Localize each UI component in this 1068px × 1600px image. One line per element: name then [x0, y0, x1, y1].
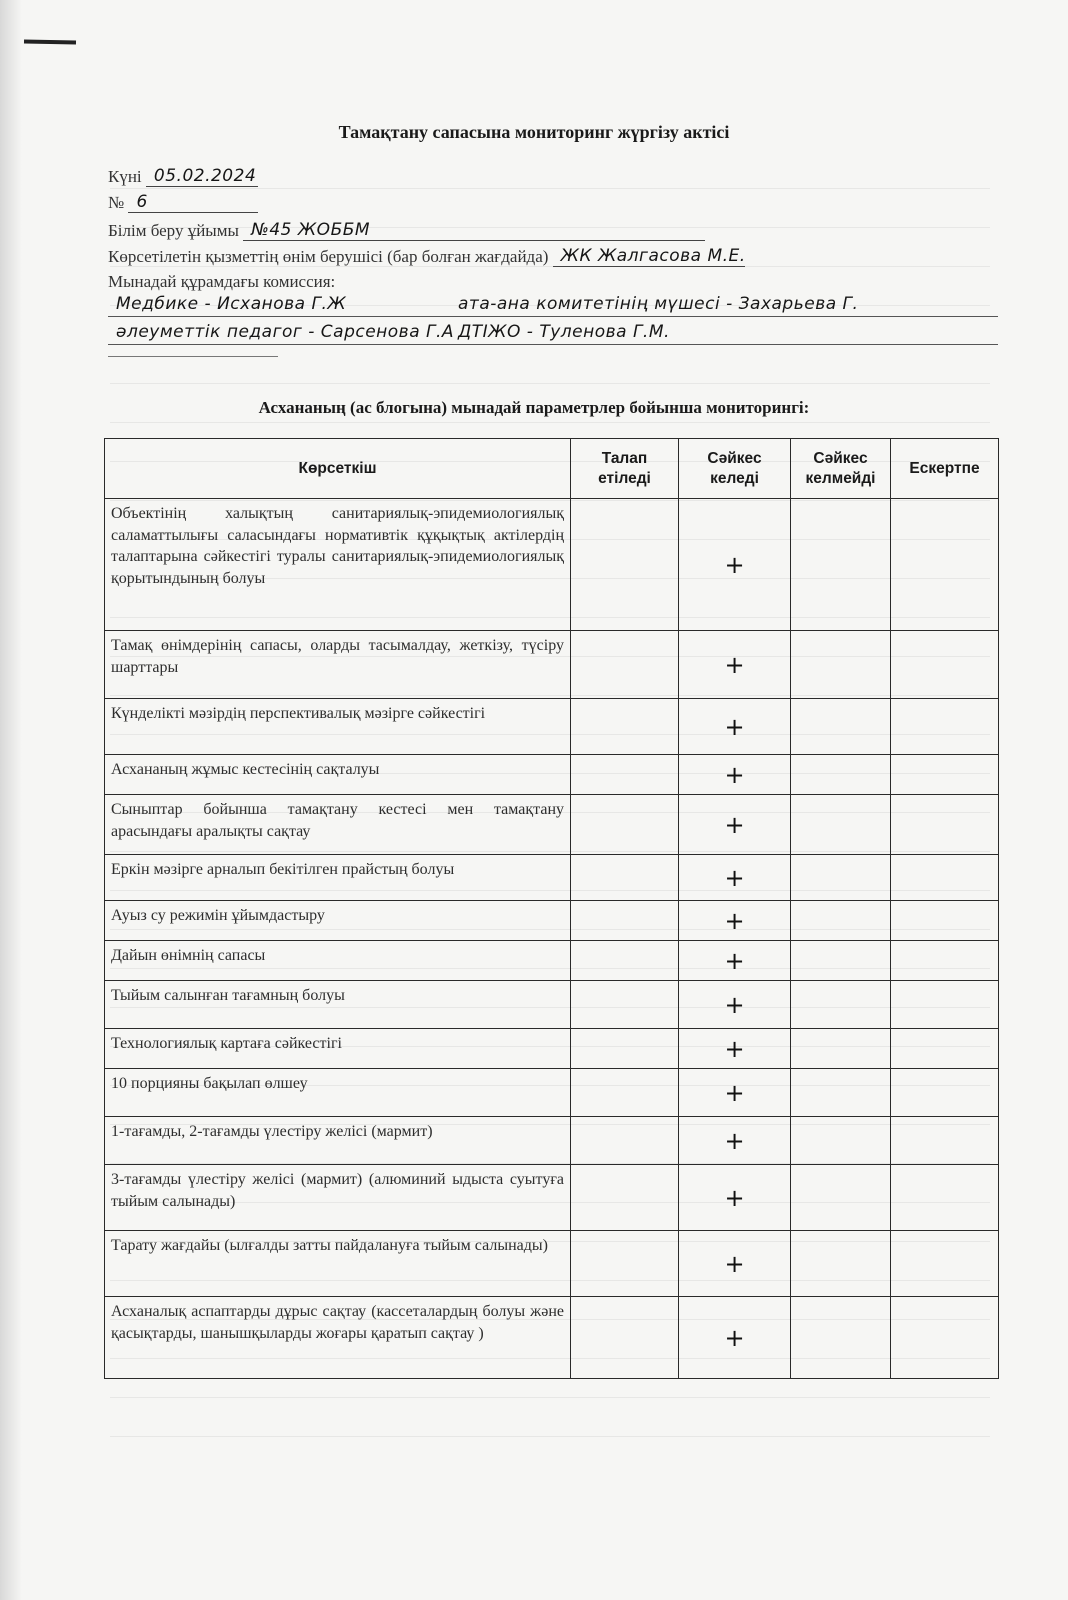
compliant-cell: +	[679, 755, 791, 795]
compliant-cell: +	[679, 901, 791, 941]
indicator-cell: 10 порцияны бақылап өлшеу	[105, 1069, 571, 1117]
table-row	[105, 795, 999, 855]
compliant-cell: +	[679, 1029, 791, 1069]
table-row	[105, 901, 999, 941]
table-body	[105, 499, 999, 1379]
table-row	[105, 1117, 999, 1165]
indicator-cell: Сыныптар бойынша тамақтану кестесі мен тамақтану арасындағы аралықты сақтау	[105, 795, 571, 855]
required-cell	[571, 901, 679, 941]
commission-line-1	[108, 290, 998, 317]
required-cell	[571, 755, 679, 795]
required-cell	[571, 1069, 679, 1117]
note-cell	[891, 901, 999, 941]
organization-label: Білім беру ұйымы	[108, 221, 239, 240]
commission-member-parent: ата-ана комитетінің мүшесі - Захарьева Г.	[458, 294, 859, 314]
table-row	[105, 755, 999, 795]
table-row	[105, 499, 999, 631]
required-cell	[571, 1297, 679, 1379]
number-field	[108, 192, 258, 213]
indicator-cell: Күнделікті мәзірдің перспективалық мәзірге сәйкестігі	[105, 699, 571, 755]
noncompliant-cell	[791, 1069, 891, 1117]
indicator-cell: Тарату жағдайы (ылғалды затты пайдалануға тыйым салынады)	[105, 1231, 571, 1297]
number-label: №	[108, 193, 125, 212]
compliant-cell: +	[679, 941, 791, 981]
compliant-cell: +	[679, 855, 791, 901]
note-cell	[891, 1117, 999, 1165]
commission-line-3	[108, 356, 278, 357]
header-noncompliant: Сәйкес келмейді	[791, 439, 891, 499]
note-cell	[891, 1231, 999, 1297]
date-label: Күні	[108, 167, 142, 186]
table-header-row	[105, 439, 999, 499]
table-row	[105, 1069, 999, 1117]
note-cell	[891, 1029, 999, 1069]
provider-value: ЖК Жалгасова М.Е.	[553, 246, 745, 267]
note-cell	[891, 499, 999, 631]
noncompliant-cell	[791, 1117, 891, 1165]
note-cell	[891, 981, 999, 1029]
noncompliant-cell	[791, 1297, 891, 1379]
table-row	[105, 1297, 999, 1379]
indicator-cell: Асхананың жұмыс кестесінің сақталуы	[105, 755, 571, 795]
monitoring-table	[104, 438, 999, 1379]
number-value: 6	[128, 192, 258, 213]
required-cell	[571, 1231, 679, 1297]
commission-member-social: әлеуметтік педагог - Сарсенова Г.А	[116, 322, 455, 342]
note-cell	[891, 1069, 999, 1117]
compliant-cell: +	[679, 499, 791, 631]
required-cell	[571, 631, 679, 699]
table-row	[105, 699, 999, 755]
indicator-cell: Еркін мәзірге арналып бекітілген прайстың болуы	[105, 855, 571, 901]
compliant-cell: +	[679, 981, 791, 1029]
required-cell	[571, 499, 679, 631]
required-cell	[571, 1029, 679, 1069]
compliant-cell: +	[679, 1231, 791, 1297]
noncompliant-cell	[791, 755, 891, 795]
table-row	[105, 1029, 999, 1069]
note-cell	[891, 755, 999, 795]
table-row	[105, 1231, 999, 1297]
note-cell	[891, 699, 999, 755]
compliant-cell: +	[679, 699, 791, 755]
compliant-cell: +	[679, 1117, 791, 1165]
provider-field	[108, 246, 745, 267]
noncompliant-cell	[791, 499, 891, 631]
compliant-cell: +	[679, 631, 791, 699]
compliant-cell: +	[679, 1297, 791, 1379]
note-cell	[891, 941, 999, 981]
noncompliant-cell	[791, 981, 891, 1029]
table-row	[105, 1165, 999, 1231]
section-title: Асхананың (ас блогына) мынадай параметрлер бойынша мониторингі:	[258, 398, 810, 417]
note-cell	[891, 795, 999, 855]
noncompliant-cell	[791, 1165, 891, 1231]
noncompliant-cell	[791, 631, 891, 699]
commission-member-deputy: ДТІЖО - Туленова Г.М.	[458, 322, 670, 342]
required-cell	[571, 1165, 679, 1231]
note-cell	[891, 1297, 999, 1379]
compliant-cell: +	[679, 1165, 791, 1231]
noncompliant-cell	[791, 901, 891, 941]
header-compliant: Сәйкес келеді	[679, 439, 791, 499]
required-cell	[571, 855, 679, 901]
note-cell	[891, 855, 999, 901]
indicator-cell: Объектінің халықтың санитариялық-эпидемиологиялық саламаттылығы саласындағы нормативтік құқықтық актілердің талаптарына сәйкестігі туралы санитариялық-эпидемиологиялық қорытындының болуы	[105, 499, 571, 631]
header-indicator: Көрсеткіш	[105, 439, 571, 499]
header-note: Ескертпе	[891, 439, 999, 499]
indicator-cell: Ауыз су режимін ұйымдастыру	[105, 901, 571, 941]
date-value: 05.02.2024	[146, 166, 258, 187]
compliant-cell: +	[679, 795, 791, 855]
noncompliant-cell	[791, 855, 891, 901]
corner-mark	[24, 40, 76, 45]
indicator-cell: Тамақ өнімдерінің сапасы, оларды тасымалдау, жеткізу, түсіру шарттары	[105, 631, 571, 699]
commission-line-2	[108, 318, 998, 345]
required-cell	[571, 1117, 679, 1165]
provider-label: Көрсетілетін қызметтің өнім берушісі (бар болған жағдайда)	[108, 247, 549, 266]
noncompliant-cell	[791, 795, 891, 855]
noncompliant-cell	[791, 699, 891, 755]
indicator-cell: Тыйым салынған тағамның болуы	[105, 981, 571, 1029]
indicator-cell: Технологиялық картаға сәйкестігі	[105, 1029, 571, 1069]
indicator-cell: 1-тағамды, 2-тағамды үлестіру желісі (мармит)	[105, 1117, 571, 1165]
indicator-cell: Асханалық аспаптарды дұрыс сақтау (кассеталардың болуы және қасықтарды, шанышқыларды жоғары қаратып сақтау )	[105, 1297, 571, 1379]
noncompliant-cell	[791, 1029, 891, 1069]
commission-member-medic: Медбике - Исханова Г.Ж	[116, 294, 347, 314]
table-row	[105, 631, 999, 699]
compliant-cell: +	[679, 1069, 791, 1117]
required-cell	[571, 941, 679, 981]
required-cell	[571, 699, 679, 755]
header-required: Талап етіледі	[571, 439, 679, 499]
noncompliant-cell	[791, 1231, 891, 1297]
document-title: Тамақтану сапасына мониторинг жүргізу актісі	[338, 122, 730, 142]
date-field	[108, 166, 258, 187]
page-edge-shadow	[0, 0, 22, 1600]
table-row	[105, 981, 999, 1029]
table-row	[105, 941, 999, 981]
table-row	[105, 855, 999, 901]
required-cell	[571, 981, 679, 1029]
indicator-cell: 3-тағамды үлестіру желісі (мармит) (алюминий ыдыста суытуға тыйым салынады)	[105, 1165, 571, 1231]
note-cell	[891, 1165, 999, 1231]
indicator-cell: Дайын өнімнің сапасы	[105, 941, 571, 981]
note-cell	[891, 631, 999, 699]
commission-label: Мынадай құрамдағы комиссия:	[108, 272, 336, 291]
noncompliant-cell	[791, 941, 891, 981]
required-cell	[571, 795, 679, 855]
organization-field	[108, 220, 705, 241]
organization-value: №45 ЖОББМ	[243, 220, 705, 241]
